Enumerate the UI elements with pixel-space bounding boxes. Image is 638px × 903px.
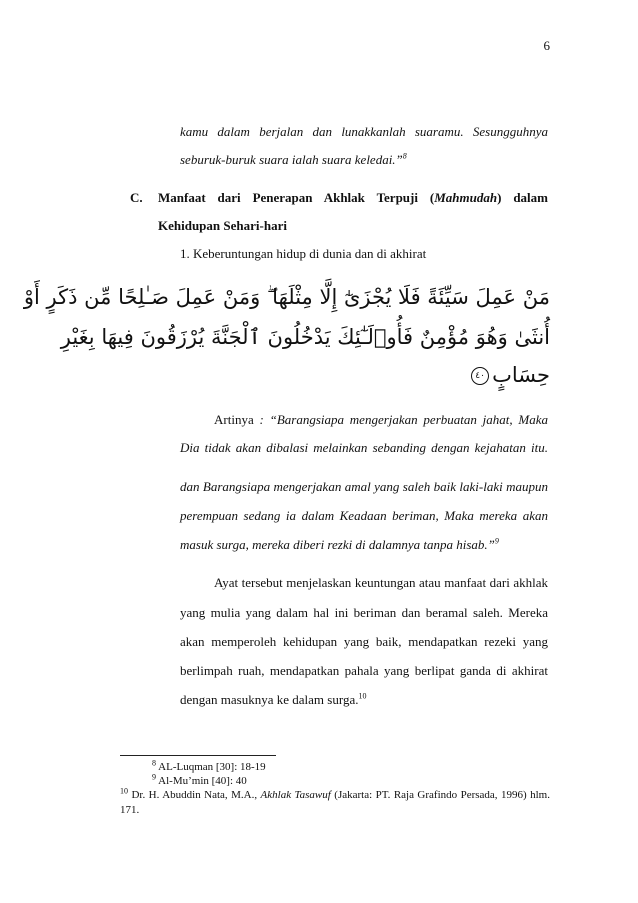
translation-line-3: dan Barangsiapa mengerjakan amal yang saleh baik laki-laki maupun: [180, 479, 548, 494]
section-heading-line-1: [158, 190, 548, 206]
arabic-verse-line-3: [400, 362, 550, 388]
translation-line-4: perempuan sedang ia dalam Keadaan beriman, Maka mereka akan: [180, 508, 548, 523]
translation-line-5: [180, 537, 548, 553]
ayah-number-icon: ٤٠: [471, 367, 489, 385]
translation-line-1-text: : “Barangsiapa mengerjakan perbuatan jahat, Maka: [259, 412, 548, 427]
footnote-10-line-2: 171.: [120, 804, 140, 816]
arabic-verse-line-2: أُنثَىٰ وَهُوَ مُؤْمِنٌ فَأُو۟لَـٰٓئِكَ يَدْخُلُونَ ٱلْجَنَّةَ يُرْزَقُونَ فِيهَا بِغَيْرِ: [60, 325, 550, 349]
section-heading-line-2: Kehidupan Sehari-hari: [158, 218, 287, 233]
arabic-verse-last-word: حِسَابٍ: [492, 363, 550, 387]
arabic-verse-line-1: مَنْ عَمِلَ سَيِّئَةً فَلَا يُجْزَىٰٓ إِلَّا مِثْلَهَا ۖ وَمَنْ عَمِلَ صَـٰلِحًا مِّن ذَكَرٍ أَوْ: [23, 285, 550, 309]
footnote-10-publisher: (Jakarta: PT. Raja Grafindo Persada, 1996) hlm.: [334, 789, 550, 801]
list-item-1: 1. Keberuntungan hidup di dunia dan di akhirat: [180, 246, 427, 261]
section-heading-part-b: ) dalam: [497, 190, 548, 205]
paragraph-line-1: Ayat tersebut menjelaskan keuntungan atau manfaat dari akhlak: [214, 575, 548, 590]
footnote-10: [120, 788, 550, 802]
translation-line-1: [214, 412, 548, 428]
paragraph-line-3: akan memperoleh kehidupan yang baik, mendapatkan rezeki yang: [180, 634, 548, 649]
translation-line-2: Dia tidak akan dibalasi melainkan sebanding dengan kejahatan itu.: [180, 440, 548, 455]
footnote-ref-10: 10: [358, 691, 367, 701]
translation-line-5-text: masuk surga, mereka diberi rezki di dalamnya tanpa hisab.”: [180, 537, 495, 552]
footnote-8-text: AL-Luqman [30]: 18-19: [158, 761, 266, 773]
footnote-10-author: Dr. H. Abuddin Nata, M.A.,: [131, 789, 258, 801]
footnote-9-text: Al-Mu’min [40]: 40: [158, 775, 247, 787]
paragraph-line-5: [180, 692, 548, 708]
footnote-ref-8: 8: [402, 151, 407, 161]
quote-tail-line-1: kamu dalam berjalan dan lunakkanlah suaramu. Sesungguhnya: [180, 124, 548, 139]
quote-tail-line-2: [180, 152, 548, 168]
footnote-8: [152, 760, 266, 774]
paragraph-line-4: berlimpah ruah, mendapatkan pahala yang berlipat ganda di akhirat: [180, 663, 548, 678]
section-heading-part-a: Manfaat dari Penerapan Akhlak Terpuji (: [158, 190, 435, 205]
section-heading-italic: Mahmudah: [434, 190, 498, 205]
section-letter: C.: [130, 190, 143, 205]
footnote-9: [152, 774, 247, 788]
footnote-divider: [120, 755, 276, 756]
footnote-10-number: 10: [120, 786, 128, 796]
translation-label: Artinya: [214, 412, 254, 427]
footnote-10-title: Akhlak Tasawuf: [260, 789, 331, 801]
footnote-8-number: 8: [152, 758, 156, 768]
footnote-ref-9: 9: [494, 536, 499, 546]
paragraph-line-2: yang mulia yang dalam hal ini beriman dan beramal saleh. Mereka: [180, 605, 548, 620]
footnote-9-number: 9: [152, 772, 156, 782]
paragraph-line-5-text: dengan masuknya ke dalam surga.: [180, 692, 359, 707]
quote-tail-text: seburuk-buruk suara ialah suara keledai.”: [180, 152, 403, 167]
page-number: 6: [543, 38, 550, 53]
